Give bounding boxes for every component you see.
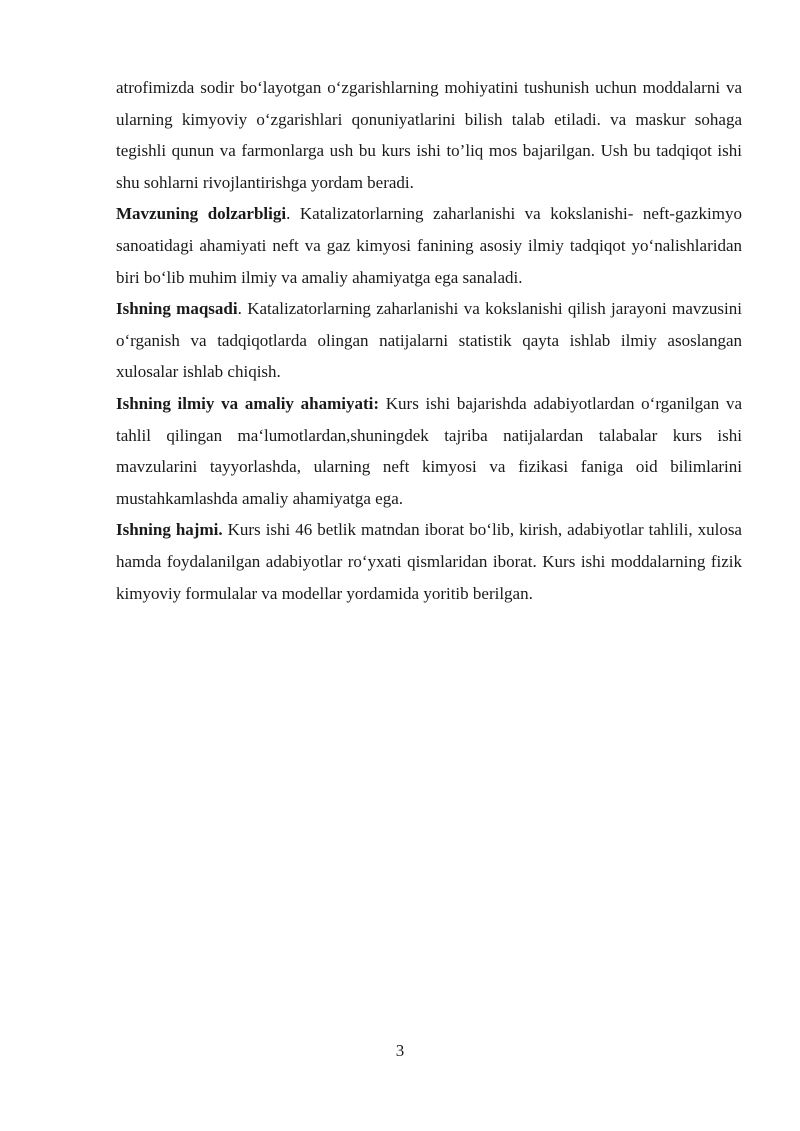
paragraph-volume-heading: Ishning hajmi. (116, 520, 223, 540)
paragraph-significance-text: Kurs ishi bajarishda adabiyotlardan o‘rganilgan va tahlil qilingan ma‘lumotlardan,shuningdek tajriba natijalardan talabalar kurs ishi mavzularini tayyorlashda, ularning neft kimyosi va fizikasi faniga oid bilimlarini mustahkamlashda amaliy ahamiyatga ega. (116, 393, 742, 508)
paragraph-relevance (116, 198, 742, 293)
paragraph-relevance-text: . Katalizatorlarning zaharlanishi va kokslanishi- neft-gazkimyo sanoatidagi ahamiyati neft va gaz kimyosi fanining asosiy ilmiy tadqiqot yo‘nalishlaridan biri bo‘lib muhim ilmiy va amaliy ahamiyatga ega sanaladi. (116, 204, 742, 287)
paragraph-volume (116, 514, 742, 609)
paragraph-intro (116, 72, 742, 198)
paragraph-significance (116, 388, 742, 514)
paragraph-relevance-heading: Mavzuning dolzarbligi (116, 204, 287, 224)
paragraph-goal-heading: Ishning maqsadi (116, 299, 238, 319)
paragraph-volume-text: Kurs ishi 46 betlik matndan iborat bo‘lib, kirish, adabiyotlar tahlili, xulosa hamda foydalanilgan adabiyotlar ro‘yxati qismlaridan iborat. Kurs ishi moddalarning fizik kimyoviy formulalar va modellar yordamida yoritib berilgan. (116, 520, 742, 603)
paragraph-significance-heading: Ishning ilmiy va amaliy ahamiyati: (116, 393, 380, 413)
paragraph-goal-text: . Katalizatorlarning zaharlanishi va kokslanishi qilish jarayoni mavzusini o‘rganish va tadqiqotlarda olingan natijalarni statistik qayta ishlab ilmiy asoslangan xulosalar ishlab chiqish. (116, 299, 742, 382)
page-body (116, 72, 742, 609)
paragraph-goal (116, 293, 742, 388)
page-number: 3 (395, 1041, 405, 1060)
paragraph-intro-text: atrofimizda sodir bo‘layotgan o‘zgarishlarning mohiyatini tushunish uchun moddalarni va ularning kimyoviy o‘zgarishlari qonuniyatlarini bilish talab etiladi. va maskur sohaga tegishli qunun va farmonlarga ush bu kurs ishi to’liq mos bajarilgan. Ush bu tadqiqot ishi shu sohlarni rivojlantirishga yordam beradi. (116, 78, 742, 192)
